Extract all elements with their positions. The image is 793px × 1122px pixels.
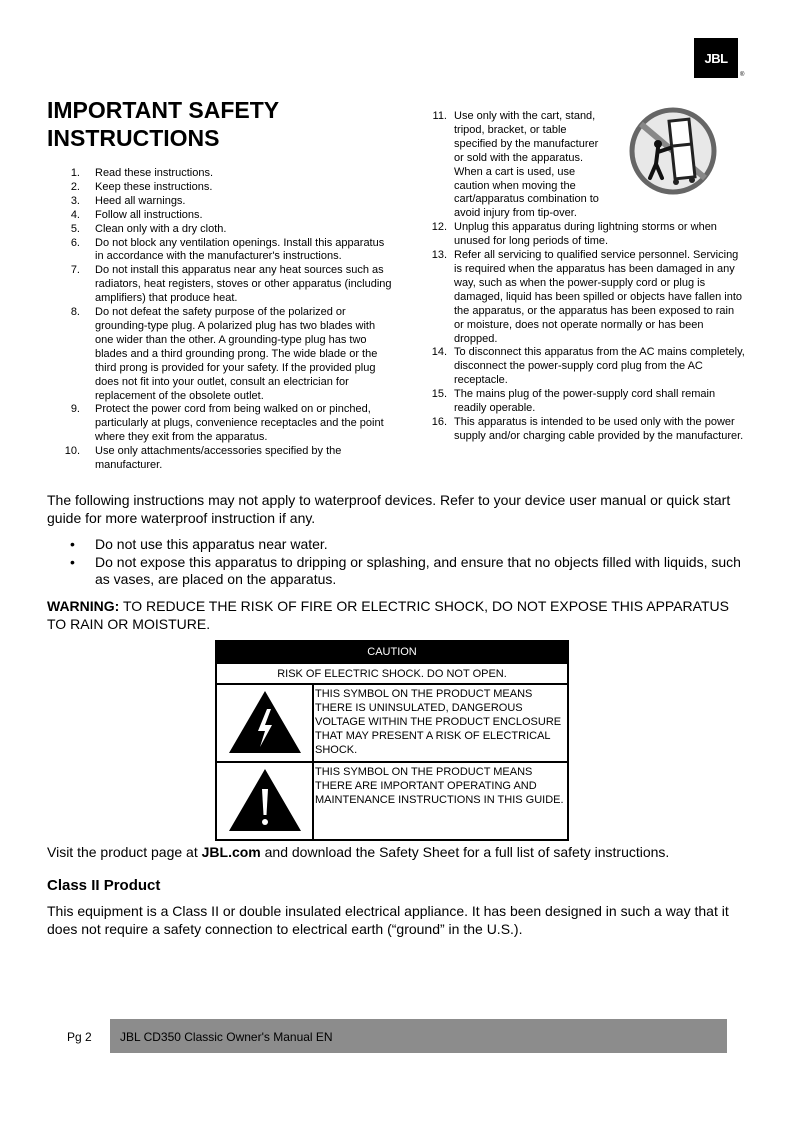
warning-text — [47, 598, 747, 633]
exclamation-symbol-text: THIS SYMBOL ON THE PRODUCT MEANS THERE ARE IMPORTANT OPERATING AND MAINTENANCE INSTRUCTIONS IN THIS GUIDE. — [313, 762, 568, 840]
caution-subheader: RISK OF ELECTRIC SHOCK. DO NOT OPEN. — [216, 663, 568, 684]
title-line-2: INSTRUCTIONS — [47, 125, 220, 151]
instruction-item: 11. Use only with the cart, stand, tripod, bracket, or table specified by the manufacturer or sold with the apparatus. When a cart is used, use caution when moving the cart/apparatus combination to avoid injury from tip-over. — [432, 110, 599, 220]
jbl-logo — [694, 38, 738, 78]
caution-table — [215, 640, 569, 841]
warning-body: TO REDUCE THE RISK OF FIRE OR ELECTRIC SHOCK, DO NOT EXPOSE THIS APPARATUS TO RAIN OR MOISTURE. — [47, 598, 729, 632]
instruction-item: 15. The mains plug of the power-supply cord shall remain readily operable. — [431, 388, 716, 415]
title-line-1: IMPORTANT SAFETY — [47, 97, 280, 123]
exclamation-symbol-cell — [216, 762, 313, 840]
instruction-item: 5. Clean only with a dry cloth. — [70, 222, 227, 235]
jbl-link[interactable]: JBL.com — [201, 844, 261, 860]
waterproof-note: The following instructions may not apply to waterproof devices. Refer to your device user manual or quick start guide for more waterproof instruction if any. — [47, 492, 731, 526]
instruction-item: 7. Do not install this apparatus near any heat sources such as radiators, heat registers, stoves or other apparatus (including amplifiers) that produce heat. — [70, 264, 392, 305]
footer-bar — [110, 1019, 727, 1053]
instruction-item: 4. Follow all instructions. — [70, 208, 203, 221]
lightning-warning-icon — [227, 689, 303, 755]
warning-label: WARNING: — [47, 598, 120, 614]
instruction-item: 3. Heed all warnings. — [70, 194, 186, 207]
instruction-item: 14. To disconnect this apparatus from the AC mains completely, disconnect the power-supply cord plug from the AC receptacle. — [431, 346, 745, 387]
lightning-symbol-text: THIS SYMBOL ON THE PRODUCT MEANS THERE IS UNINSULATED, DANGEROUS VOLTAGE WITHIN THE PRODUCT ENCLOSURE THAT MAY PRESENT A RISK OF ELECTRICAL SHOCK. — [313, 684, 568, 762]
instruction-item: 16. This apparatus is intended to be used only with the power supply and/or charging cable provided by the manufacturer. — [431, 415, 744, 442]
caution-header: CAUTION — [216, 641, 568, 663]
list-item: • Do not use this apparatus near water. — [47, 536, 747, 554]
instruction-item: 10. Use only attachments/accessories specified by the manufacturer. — [64, 445, 342, 472]
page-title — [47, 96, 279, 152]
footer-title: JBL CD350 Classic Owner's Manual EN — [120, 1030, 333, 1044]
water-bullets — [47, 536, 747, 589]
instruction-item: 8. Do not defeat the safety purpose of the polarized or grounding-type plug. A polarized plug has two blades with one wider than the other. A grounding-type plug has two blades and a third grounding prong. The wide blade or the third prong is provided for your safety. If the provided plug does not fit into your outlet, consult an electrician for replacement of the obsolete outlet. — [70, 306, 378, 402]
cart-tip-over-icon — [628, 106, 718, 196]
lightning-symbol-cell — [216, 684, 313, 762]
logo-text: JBL — [704, 50, 728, 66]
visit-text: Visit the product page at JBL.com and download the Safety Sheet for a full list of safety instructions. — [47, 844, 670, 860]
exclamation-warning-icon — [227, 767, 303, 833]
instruction-item: 9. Protect the power cord from being walked on or pinched, particularly at plugs, convenience receptacles and the point where they exit from the apparatus. — [70, 403, 384, 444]
instruction-item: 13. Refer all servicing to qualified service personnel. Servicing is required when the apparatus has been damaged in any way, such as when the power-supply cord or plug is damaged, liquid has been spilled or objects have fallen into the apparatus, or the apparatus has been exposed to rain or moisture, does not operate normally or has been dropped. — [431, 249, 743, 345]
instruction-item: 1. Read these instructions. — [70, 167, 214, 179]
instruction-item: 6. Do not block any ventilation openings. Install this apparatus in accordance with the manufacturer's instructions. — [70, 236, 385, 263]
class2-heading: Class II Product — [47, 877, 161, 894]
page-number: Pg 2 — [67, 1030, 92, 1044]
registered-mark: ® — [740, 72, 745, 78]
list-item: • Do not expose this apparatus to dripping or splashing, and ensure that no objects filled with liquids, such as vases, are placed on the apparatus. — [47, 554, 747, 589]
class2-text: This equipment is a Class II or double insulated electrical appliance. It has been designed in such a way that it does not require a safety connection to electrical earth (“ground” in the U.S.). — [47, 903, 729, 937]
instructions-list-left — [47, 167, 392, 473]
instruction-item: 2. Keep these instructions. — [70, 180, 213, 193]
instruction-item: 12. Unplug this apparatus during lightning storms or when unused for long periods of time. — [431, 221, 717, 248]
